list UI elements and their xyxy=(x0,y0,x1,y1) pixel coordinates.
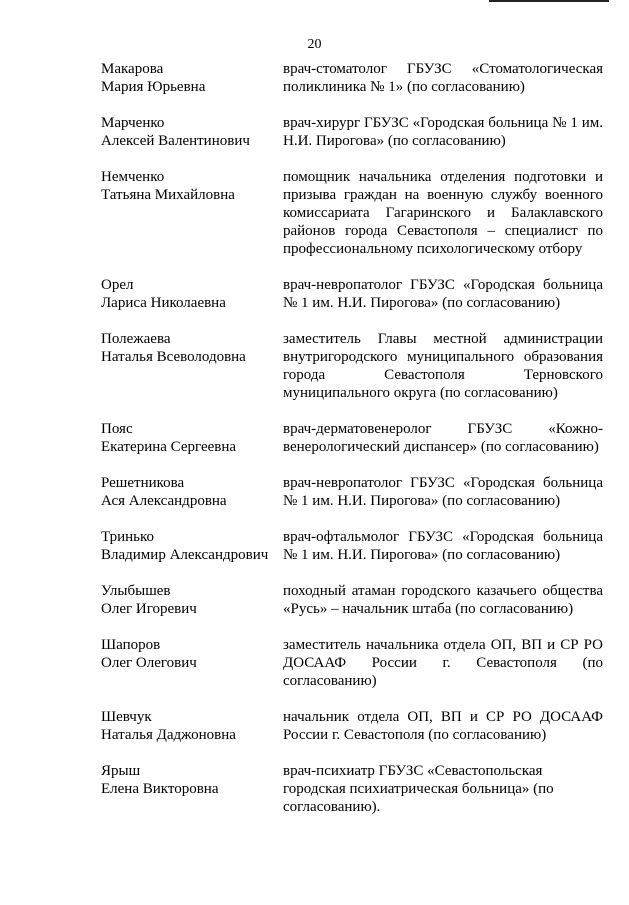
list-item xyxy=(101,762,603,816)
surname: Марченко xyxy=(101,115,165,131)
given-names: Олег Игоревич xyxy=(101,601,197,617)
position-description: помощник начальника отделения подготовки и призыва граждан на военную службу военного комиссариата Гагаринского и Балаклавского районов города Севастополя – специалист по профессиональному психологическому отбору xyxy=(283,169,603,257)
surname: Тринько xyxy=(101,529,155,545)
surname: Решетникова xyxy=(101,475,185,491)
list-item xyxy=(101,636,603,690)
given-names: Мария Юрьевна xyxy=(101,79,206,95)
position-description: начальник отдела ОП, ВП и СР РО ДОСААФ России г. Севастополя (по согласованию) xyxy=(283,709,603,743)
surname: Пояс xyxy=(101,421,133,437)
list-item xyxy=(101,582,603,618)
given-names: Татьяна Михайловна xyxy=(101,187,235,203)
list-item xyxy=(101,276,603,312)
list-item xyxy=(101,708,603,744)
person-name xyxy=(101,474,283,510)
member-list xyxy=(101,60,603,834)
page-number: 20 xyxy=(307,37,322,52)
surname: Шевчук xyxy=(101,709,152,725)
person-name xyxy=(101,582,283,618)
surname: Полежаева xyxy=(101,331,171,347)
person-name xyxy=(101,276,283,312)
person-name xyxy=(101,168,283,258)
list-item xyxy=(101,528,603,564)
position-description: врач-стоматолог ГБУЗС «Стоматологическая поликлиника № 1» (по согласованию) xyxy=(283,61,603,95)
position-description: врач-дерматовенеролог ГБУЗС «Кожно-венерологический диспансер» (по согласованию) xyxy=(283,421,603,455)
position-description: врач-психиатр ГБУЗС «Севастопольская городская психиатрическая больница» (по согласованию). xyxy=(283,763,554,815)
given-names: Олег Олегович xyxy=(101,655,197,671)
position-description: заместитель Главы местной администрации внутригородского муниципального образования города Севастополя Терновского муниципального округа (по согласованию) xyxy=(283,331,603,401)
list-item xyxy=(101,330,603,402)
surname: Немченко xyxy=(101,169,165,185)
list-item xyxy=(101,474,603,510)
surname: Улыбышев xyxy=(101,583,171,599)
list-item xyxy=(101,420,603,456)
top-rule xyxy=(489,0,609,2)
person-name xyxy=(101,708,283,744)
person-name xyxy=(101,528,283,564)
given-names: Наталья Всеволодовна xyxy=(101,349,246,365)
person-name xyxy=(101,762,283,816)
given-names: Ася Александровна xyxy=(101,493,227,509)
given-names: Владимир Александрович xyxy=(101,547,269,563)
person-name xyxy=(101,60,283,96)
person-name xyxy=(101,114,283,150)
position-description: врач-хирург ГБУЗС «Городская больница № 1 им. Н.И. Пирогова» (по согласованию) xyxy=(283,115,603,149)
given-names: Елена Викторовна xyxy=(101,781,219,797)
surname: Ярыш xyxy=(101,763,141,779)
position-description: врач-офтальмолог ГБУЗС «Городская больница № 1 им. Н.И. Пирогова» (по согласованию) xyxy=(283,529,603,563)
surname: Орел xyxy=(101,277,134,293)
given-names: Наталья Даджоновна xyxy=(101,727,236,743)
surname: Макарова xyxy=(101,61,164,77)
person-name xyxy=(101,420,283,456)
position-description: врач-невропатолог ГБУЗС «Городская больница № 1 им. Н.И. Пирогова» (по согласованию) xyxy=(283,475,603,509)
list-item xyxy=(101,60,603,96)
position-description: заместитель начальника отдела ОП, ВП и СР РО ДОСААФ России г. Севастополя (по согласованию) xyxy=(283,637,603,689)
surname: Шапоров xyxy=(101,637,161,653)
position-description: походный атаман городского казачьего общества «Русь» – начальник штаба (по согласованию) xyxy=(283,583,603,617)
position-description: врач-невропатолог ГБУЗС «Городская больница № 1 им. Н.И. Пирогова» (по согласованию) xyxy=(283,277,603,311)
given-names: Алексей Валентинович xyxy=(101,133,250,149)
person-name xyxy=(101,636,283,690)
list-item xyxy=(101,168,603,258)
given-names: Лариса Николаевна xyxy=(101,295,226,311)
person-name xyxy=(101,330,283,402)
given-names: Екатерина Сергеевна xyxy=(101,439,237,455)
list-item xyxy=(101,114,603,150)
